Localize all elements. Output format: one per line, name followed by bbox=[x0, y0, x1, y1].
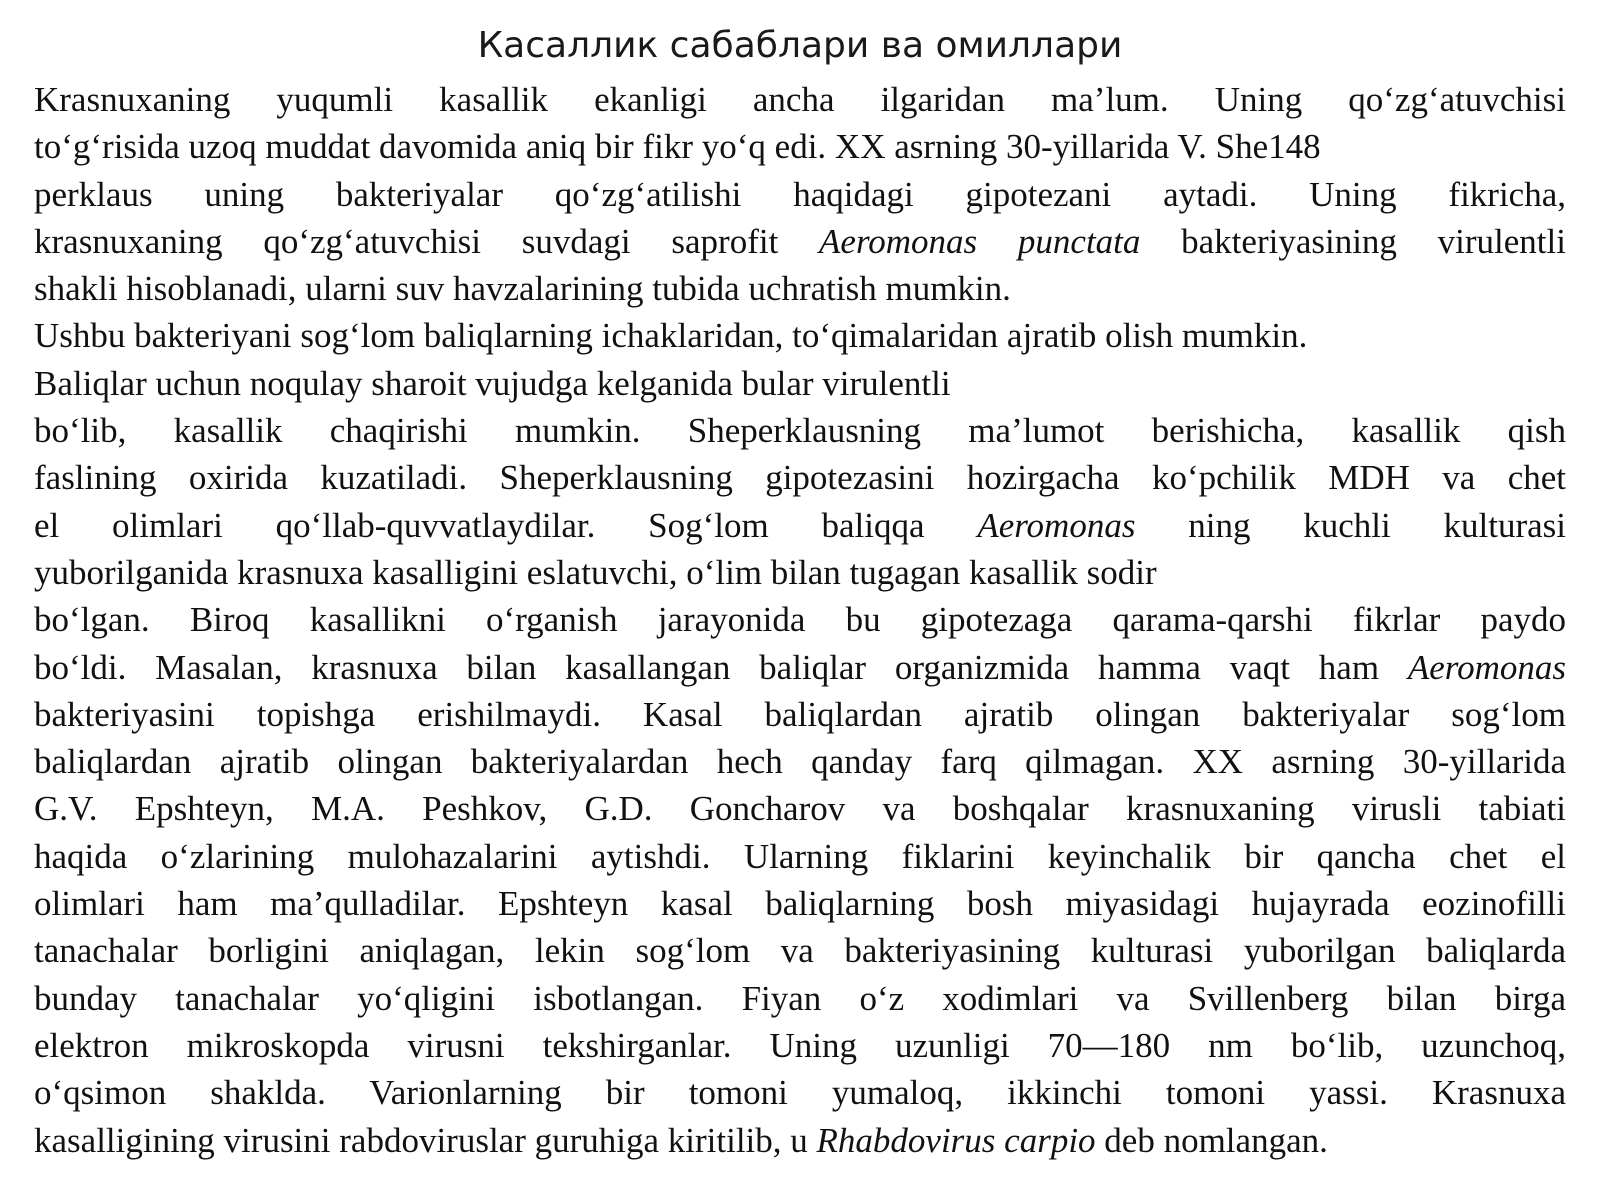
text-segment: yuborilganida krasnuxa kasalligini eslatuvchi, o‘lim bilan tugagan kasallik sodir bbox=[34, 552, 1157, 592]
text-line bbox=[34, 123, 1566, 170]
text-line bbox=[34, 407, 1566, 454]
text-line bbox=[34, 265, 1566, 312]
text-segment: to‘g‘risida uzoq muddat davomida aniq bir fikr yo‘q edi. XX asrning 30-yillarida V. She148 bbox=[34, 127, 1321, 167]
text-segment: krasnuxaning qo‘zg‘atuvchisi suvdagi saprofit bbox=[34, 221, 820, 261]
italic-species-name: Aeromonas bbox=[1407, 647, 1566, 687]
text-segment: Baliqlar uchun noqulay sharoit vujudga kelganida bular virulentli bbox=[34, 363, 951, 403]
text-line bbox=[34, 691, 1566, 738]
text-line bbox=[34, 1117, 1566, 1164]
text-line bbox=[34, 596, 1566, 643]
text-segment: Ushbu bakteriyani sog‘lom baliqlarning ichaklaridan, to‘qimalaridan ajratib olish mumkin. bbox=[34, 316, 1308, 356]
text-segment: G.V. Epshteyn, M.A. Peshkov, G.D. Goncharov va boshqalar krasnuxaning virusli tabiati bbox=[34, 789, 1566, 829]
text-line bbox=[34, 1022, 1566, 1069]
text-segment: bakteriyasini topishga erishilmaydi. Kasal baliqlardan ajratib olingan bakteriyalar sog‘lom bbox=[34, 694, 1566, 734]
text-line bbox=[34, 360, 1566, 407]
text-line bbox=[34, 312, 1566, 359]
text-line bbox=[34, 218, 1566, 265]
text-segment: faslining oxirida kuzatiladi. Sheperklausning gipotezasini hozirgacha ko‘pchilik MDH va chet bbox=[34, 458, 1566, 498]
text-line bbox=[34, 833, 1566, 880]
text-segment: bo‘lib, kasallik chaqirishi mumkin. Sheperklausning ma’lumot berishicha, kasallik qish bbox=[34, 411, 1566, 451]
document-body bbox=[34, 76, 1566, 1164]
text-segment: deb nomlangan. bbox=[1095, 1120, 1328, 1160]
text-segment: kasalligining virusini rabdoviruslar guruhiga kiritilib, u bbox=[34, 1120, 817, 1160]
text-line bbox=[34, 644, 1566, 691]
italic-species-name: Rhabdovirus carpio bbox=[816, 1120, 1096, 1160]
text-line bbox=[34, 1069, 1566, 1116]
text-segment: o‘qsimon shaklda. Varionlarning bir tomoni yumaloq, ikkinchi tomoni yassi. Krasnuxa bbox=[34, 1073, 1566, 1113]
text-segment: olimlari ham ma’qulladilar. Epshteyn kasal baliqlarning bosh miyasidagi hujayrada eozinofilli bbox=[34, 884, 1566, 924]
text-segment: bo‘ldi. Masalan, krasnuxa bilan kasallangan baliqlar organizmida hamma vaqt ham bbox=[34, 647, 1408, 687]
text-segment: baliqlardan ajratib olingan bakteriyalardan hech qanday farq qilmagan. XX asrning 30-yillarida bbox=[34, 742, 1566, 782]
text-segment: bakteriyasining virulentli bbox=[1140, 221, 1566, 261]
text-segment: shakli hisoblanadi, ularni suv havzalarining tubida uchratish mumkin. bbox=[34, 269, 1011, 309]
text-line bbox=[34, 76, 1566, 123]
text-segment: haqida o‘zlarining mulohazalarini aytishdi. Ularning fiklarini keyinchalik bir qancha chet el bbox=[34, 836, 1566, 876]
text-line bbox=[34, 502, 1566, 549]
page-title: Касаллик сабаблари ва омиллари bbox=[477, 25, 1123, 66]
text-line bbox=[34, 880, 1566, 927]
text-segment: tanachalar borligini aniqlagan, lekin sog‘lom va bakteriyasining kulturasi yuborilgan baliqlarda bbox=[34, 931, 1566, 971]
text-line bbox=[34, 738, 1566, 785]
text-segment: elektron mikroskopda virusni tekshirganlar. Uning uzunligi 70—180 nm bo‘lib, uzunchoq, bbox=[34, 1025, 1566, 1065]
text-line bbox=[34, 785, 1566, 832]
text-segment: Krasnuxaning yuqumli kasallik ekanligi ancha ilgaridan ma’lum. Uning qo‘zg‘atuvchisi bbox=[34, 80, 1566, 119]
text-line bbox=[34, 171, 1566, 218]
italic-species-name: Aeromonas punctata bbox=[819, 221, 1141, 261]
text-segment: perklaus uning bakteriyalar qo‘zg‘atilishi haqidagi gipotezani aytadi. Uning fikricha, bbox=[34, 174, 1566, 214]
text-segment: bunday tanachalar yo‘qligini isbotlangan. Fiyan o‘z xodimlari va Svillenberg bilan birga bbox=[34, 978, 1566, 1018]
text-line bbox=[34, 549, 1566, 596]
italic-species-name: Aeromonas bbox=[977, 505, 1136, 545]
text-line bbox=[34, 975, 1566, 1022]
text-segment: bo‘lgan. Biroq kasallikni o‘rganish jarayonida bu gipotezaga qarama-qarshi fikrlar paydo bbox=[34, 600, 1566, 640]
text-line bbox=[34, 927, 1566, 974]
text-segment: ning kuchli kulturasi bbox=[1135, 505, 1566, 545]
text-line bbox=[34, 454, 1566, 501]
text-segment: el olimlari qo‘llab-quvvatlaydilar. Sog‘lom baliqqa bbox=[34, 505, 978, 545]
